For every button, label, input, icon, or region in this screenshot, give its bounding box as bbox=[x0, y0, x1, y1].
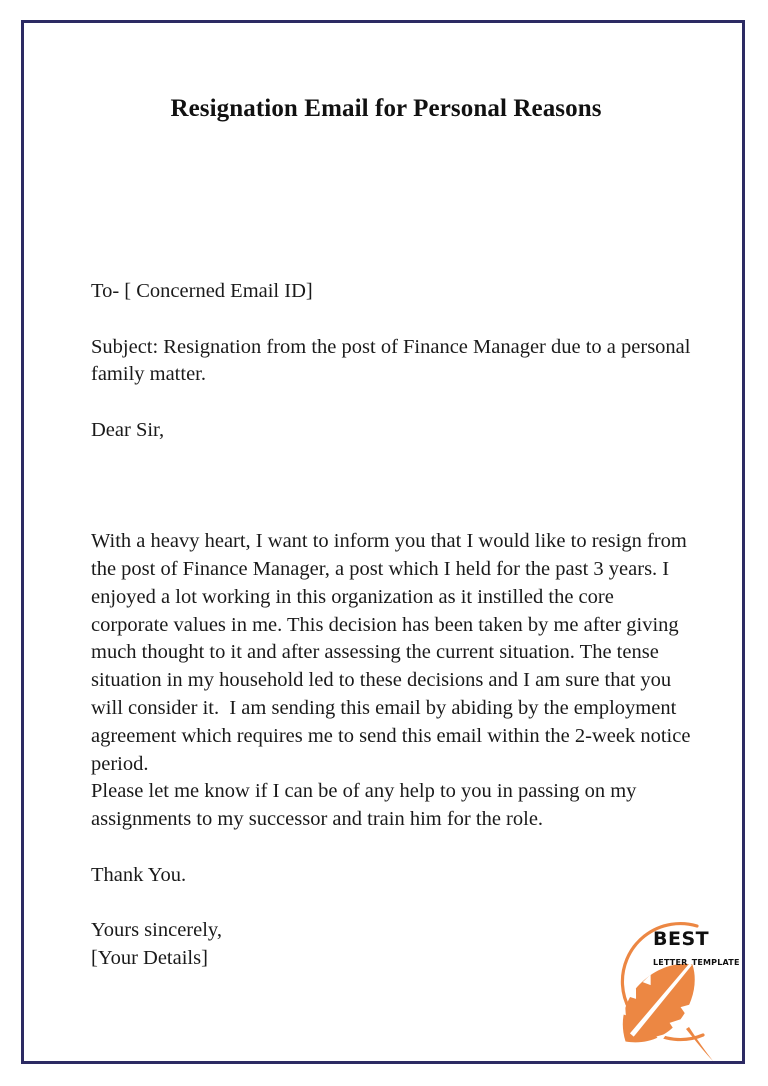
letter-body bbox=[91, 278, 696, 973]
spacer bbox=[91, 500, 691, 528]
spacer bbox=[91, 834, 691, 862]
logo-brand-name: best bbox=[653, 921, 710, 952]
logo-tagline: letter template bbox=[653, 954, 740, 968]
spacer bbox=[91, 306, 691, 334]
page-title: Resignation Email for Personal Reasons bbox=[170, 95, 602, 122]
thank-you-line: Thank You. bbox=[91, 863, 187, 886]
closing-paragraph: Please let me know if I can be of any help to you in passing on my assignments to my successor and train him for the role. bbox=[91, 780, 642, 831]
salutation: Dear Sir, bbox=[91, 418, 165, 441]
recipient-line: To- [ Concerned Email ID] bbox=[91, 280, 313, 302]
spacer bbox=[91, 389, 691, 417]
logo-wordmark bbox=[653, 923, 763, 969]
signature-placeholder: [Your Details] bbox=[91, 947, 208, 970]
spacer bbox=[91, 445, 691, 501]
body-paragraph: With a heavy heart, I want to inform you that I would like to resign from the post of Finance Manager, a post which I held for the past 3 years. I enjoyed a lot working in this organization as it instilled the core corporate values in me. This decision has been taken by me after giving much thought to it and after assessing the current situation. The tense situation in my household led to these decisions and I am sure that you will consider it. I am sending this email by abiding by the employment agreement which requires me to send this email within the 2-week notice period. bbox=[91, 530, 696, 775]
brand-logo bbox=[585, 895, 760, 1070]
subject-line: Subject: Resignation from the post of Finance Manager due to a personal family matter. bbox=[91, 335, 696, 386]
signoff-line: Yours sincerely, bbox=[91, 919, 222, 942]
